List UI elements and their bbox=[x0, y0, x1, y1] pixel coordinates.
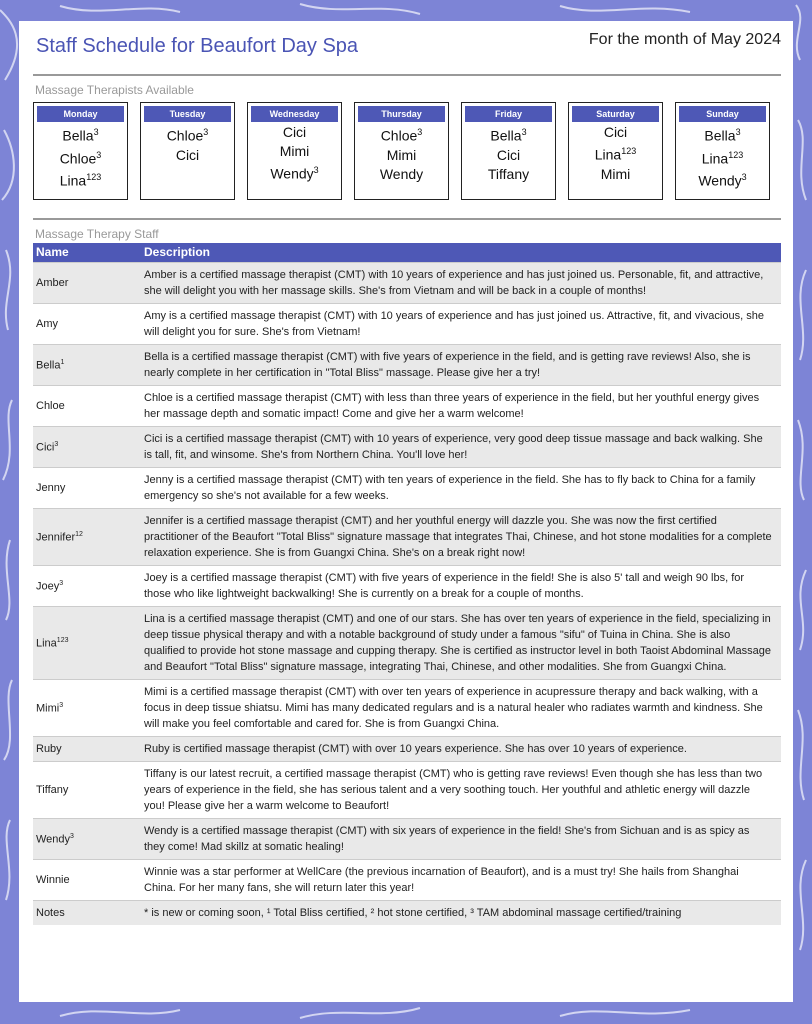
day-therapist-list bbox=[355, 122, 448, 184]
table-row bbox=[33, 303, 781, 344]
staff-name: Bella$^1$ bbox=[33, 344, 138, 385]
staff-name: Lina$^{123}$ bbox=[33, 606, 138, 679]
staff-description: Wendy is a certified massage therapist (CMT) with six years of experience in the field! She's from Sichuan and is as spicy as they come! Mad skillz at somatic healing! bbox=[138, 818, 781, 859]
table-row bbox=[33, 467, 781, 508]
day-box-thursday bbox=[354, 102, 449, 200]
certification-superscript: 3 bbox=[93, 127, 99, 137]
staff-name: Ruby bbox=[33, 736, 138, 761]
certification-superscript: 3 bbox=[735, 127, 741, 137]
staff-name: Wendy$^3$ bbox=[33, 818, 138, 859]
certification-superscript: 123 bbox=[86, 172, 102, 183]
certification-superscript: 3 bbox=[59, 702, 64, 710]
weekly-availability bbox=[33, 102, 781, 200]
staff-name: Cici$^3$ bbox=[33, 426, 138, 467]
staff-description: Chloe is a certified massage therapist (CMT) with less than three years of experience in the field, but her youthful energy gives her massage depth and somatic impact! Come and give her a warm welcome! bbox=[138, 385, 781, 426]
day-heading: Monday bbox=[37, 106, 124, 122]
table-row bbox=[33, 736, 781, 761]
certification-superscript: 1 bbox=[60, 359, 65, 367]
certification-superscript: 3 bbox=[203, 127, 209, 137]
table-row bbox=[33, 344, 781, 385]
day-box-sunday bbox=[675, 102, 770, 200]
therapist-name: Cici bbox=[282, 124, 307, 140]
day-box-wednesday bbox=[247, 102, 342, 200]
day-therapist-list bbox=[141, 122, 234, 165]
table-row bbox=[33, 426, 781, 467]
staff-description: Lina is a certified massage therapist (CMT) and one of our stars. She has over ten years of experience in the field, specializing in deep tissue physical therapy and with a notable background of study under a famous "sifu" of Tuina in China. She is also qualified to provide hot stone massage and cupping therapy. She is certified as instructor level in both Taoist Abdominal Massage and Beaufort "Total Bliss" signature massage, integrating Thai, Chinese, and other modalities. She from Guangxi China. bbox=[138, 606, 781, 679]
therapist-name: Lina$^{123}$ bbox=[701, 149, 744, 167]
staff-name: Mimi$^3$ bbox=[33, 679, 138, 736]
staff-description: Cici is a certified massage therapist (CMT) with 10 years of experience, very good deep tissue massage and back walking. She is tall, fit, and winsome. She's from Northern China. You'll love her! bbox=[138, 426, 781, 467]
therapist-name: Chloe$^3$ bbox=[166, 127, 209, 144]
therapist-name: Chloe$^3$ bbox=[59, 149, 102, 167]
therapist-name: Bella$^3$ bbox=[704, 127, 741, 144]
certification-superscript: 123 bbox=[728, 149, 744, 160]
day-heading: Friday bbox=[465, 106, 552, 122]
therapist-name: Cici bbox=[175, 146, 200, 163]
day-therapist-list bbox=[569, 122, 662, 184]
day-heading: Thursday bbox=[358, 106, 445, 122]
staff-table bbox=[33, 243, 781, 925]
staff-name: Jennifer$^{12}$ bbox=[33, 508, 138, 565]
therapist-name: Mimi bbox=[600, 165, 631, 182]
day-heading: Saturday bbox=[572, 106, 659, 122]
table-row bbox=[33, 565, 781, 606]
table-row bbox=[33, 679, 781, 736]
staff-name: Amy bbox=[33, 303, 138, 344]
certification-superscript: 3 bbox=[70, 833, 74, 841]
staff-description: Amy is a certified massage therapist (CMT) with 10 years of experience and has just joined us. Attractive, fit, and vivacious, she will delight you for sure. She's from Vietnam! bbox=[138, 303, 781, 344]
month-label: For the month of May 2024 bbox=[588, 31, 781, 48]
therapist-name: Bella$^3$ bbox=[62, 127, 99, 144]
therapist-name: Bella$^3$ bbox=[490, 127, 527, 144]
certification-superscript: 3 bbox=[54, 441, 59, 449]
certification-superscript: 123 bbox=[621, 146, 637, 156]
day-box-tuesday bbox=[140, 102, 235, 200]
day-therapist-list bbox=[34, 122, 127, 191]
table-row bbox=[33, 859, 781, 900]
staff-name: Jenny bbox=[33, 467, 138, 508]
day-box-saturday bbox=[568, 102, 663, 200]
table-row bbox=[33, 818, 781, 859]
description-column-header: Description bbox=[138, 243, 781, 262]
certification-superscript: 3 bbox=[59, 580, 64, 588]
day-heading: Tuesday bbox=[144, 106, 231, 122]
therapist-name: Wendy$^3$ bbox=[698, 172, 747, 189]
certification-superscript: 3 bbox=[741, 172, 747, 183]
day-heading: Wednesday bbox=[251, 106, 338, 122]
page-title: Staff Schedule for Beaufort Day Spa bbox=[36, 35, 359, 57]
day-therapist-list bbox=[462, 122, 555, 184]
table-row bbox=[33, 508, 781, 565]
certification-superscript: 3 bbox=[313, 165, 319, 175]
therapist-name: Cici bbox=[496, 146, 521, 163]
therapist-name: Mimi bbox=[386, 146, 417, 163]
staff-description: Amber is a certified massage therapist (CMT) with 10 years of experience and has just joined us. Personable, fit, and attractive, she will delight you with her massage skills. She's from Vietnam and will be back in a couple of months! bbox=[138, 262, 781, 303]
day-therapist-list bbox=[676, 122, 769, 191]
certification-superscript: 3 bbox=[521, 127, 527, 137]
staff-description: * is new or coming soon, ¹ Total Bliss certified, ² hot stone certified, ³ TAM abdominal massage certified/training bbox=[138, 900, 781, 925]
staff-description: Winnie was a star performer at WellCare (the previous incarnation of Beaufort), and is a must try! She hails from Shanghai China. For her many fans, she will return later this year! bbox=[138, 859, 781, 900]
table-row bbox=[33, 262, 781, 303]
therapist-name: Mimi bbox=[279, 143, 310, 159]
staff-description: Jennifer is a certified massage therapist (CMT) and her youthful energy will dazzle you. She was now the first certified practitioner of the Beaufort "Total Bliss" signature massage that integrates Thai, Chinese, and hot stone modalities for a complete relaxation experience. She is from Guangxi China. She's on a break right now! bbox=[138, 508, 781, 565]
therapist-name: Chloe$^3$ bbox=[380, 127, 423, 144]
certification-superscript: 123 bbox=[56, 637, 69, 645]
availability-section-label: Massage Therapists Available bbox=[33, 74, 781, 102]
staff-description: Bella is a certified massage therapist (CMT) with five years of experience in the field, and is getting rave reviews! Also, she is nearly complete in her certification in "Total Bliss" massage. Please give her a try! bbox=[138, 344, 781, 385]
therapist-name: Cici bbox=[603, 124, 628, 140]
table-row bbox=[33, 606, 781, 679]
header bbox=[33, 21, 781, 74]
staff-description: Tiffany is our latest recruit, a certified massage therapist (CMT) who is getting rave reviews! Even though she has less than two years of experience in the field, she has serious talent and a very soothing touch. Her youthful and athletic energy will dazzle you! Please give her a warm welcome to Beaufort! bbox=[138, 761, 781, 818]
staff-name: Chloe bbox=[33, 385, 138, 426]
table-row bbox=[33, 385, 781, 426]
table-row bbox=[33, 900, 781, 925]
day-therapist-list bbox=[248, 122, 341, 184]
staff-table-header bbox=[33, 243, 781, 262]
therapist-name: Tiffany bbox=[487, 165, 530, 182]
schedule-page bbox=[19, 21, 793, 1002]
therapist-name: Lina$^{123}$ bbox=[59, 172, 102, 189]
staff-name: Joey$^3$ bbox=[33, 565, 138, 606]
staff-name: Amber bbox=[33, 262, 138, 303]
therapist-name: Wendy$^3$ bbox=[270, 165, 319, 182]
day-heading: Sunday bbox=[679, 106, 766, 122]
staff-description: Mimi is a certified massage therapist (CMT) with over ten years of experience in acupressure therapy and back walking, with a focus in deep tissue shiatsu. Mimi has many dedicated regulars and is a natural healer who radiates warmth and kindness. She will make you feel comfortable and cared for. She is from Guangxi China. bbox=[138, 679, 781, 736]
therapist-name: Wendy bbox=[379, 165, 424, 182]
staff-description: Joey is a certified massage therapist (CMT) with five years of experience in the field! She is also 5' tall and weigh 90 lbs, for those who like lightweight backwalking! She is currently on a break for a couple of months. bbox=[138, 565, 781, 606]
table-row bbox=[33, 761, 781, 818]
staff-name: Notes bbox=[33, 900, 138, 925]
day-box-monday bbox=[33, 102, 128, 200]
staff-description: Jenny is a certified massage therapist (CMT) with ten years of experience in the field. She has to fly back to China for a family emergency so she's not available for a few weeks. bbox=[138, 467, 781, 508]
certification-superscript: 3 bbox=[96, 149, 102, 160]
staff-description: Ruby is certified massage therapist (CMT) with over 10 years experience. She has over 10 years of experience. bbox=[138, 736, 781, 761]
staff-section-label: Massage Therapy Staff bbox=[33, 218, 781, 243]
name-column-header: Name bbox=[33, 243, 138, 262]
certification-superscript: 3 bbox=[417, 127, 423, 137]
staff-name: Tiffany bbox=[33, 761, 138, 818]
staff-name: Winnie bbox=[33, 859, 138, 900]
certification-superscript: 12 bbox=[75, 531, 83, 539]
therapist-name: Lina$^{123}$ bbox=[594, 146, 637, 163]
day-box-friday bbox=[461, 102, 556, 200]
